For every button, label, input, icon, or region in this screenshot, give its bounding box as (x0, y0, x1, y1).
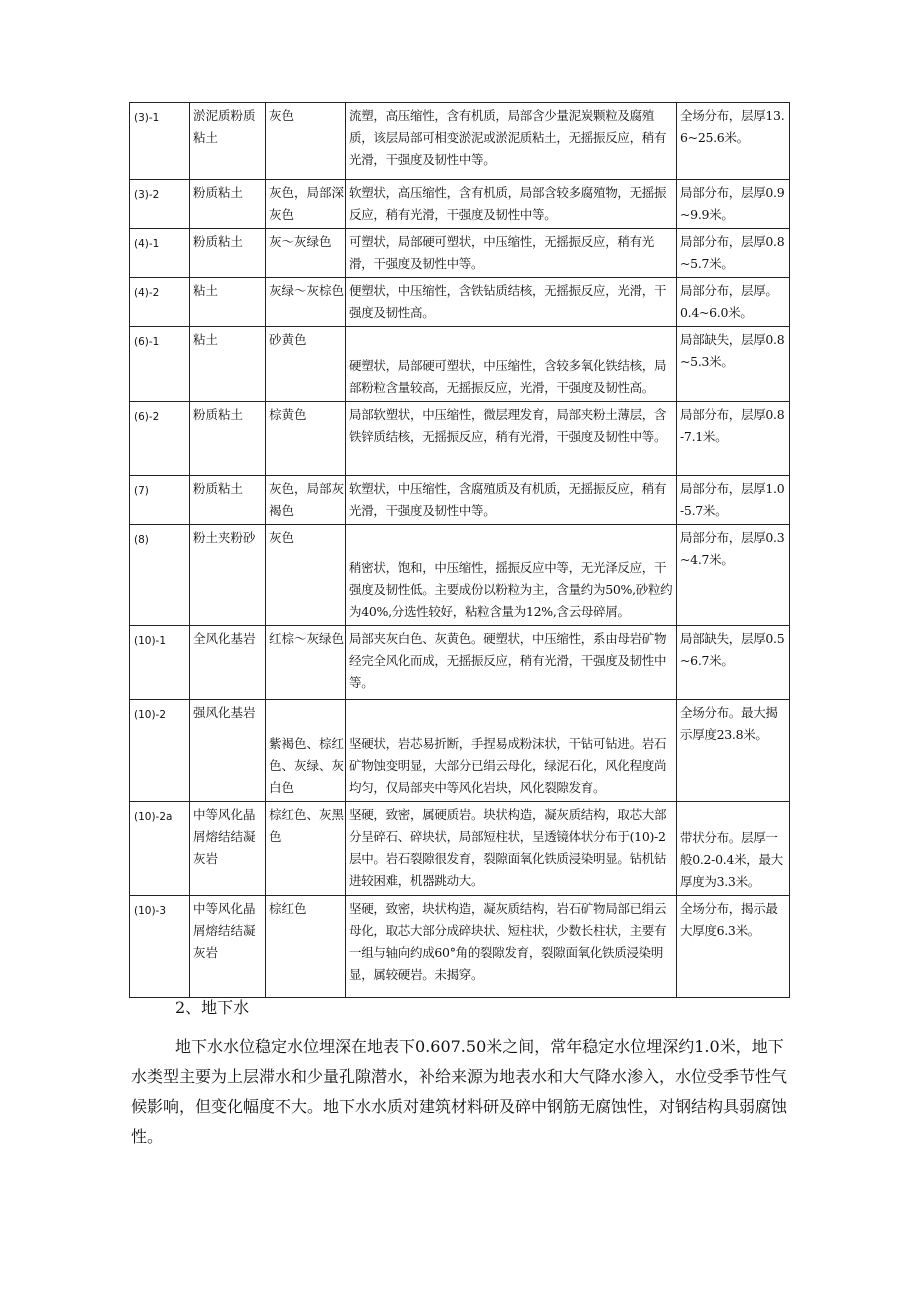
table-row (130, 278, 790, 327)
table-row (130, 626, 790, 700)
layer-code: (10)-3 (130, 896, 190, 998)
layer-name: 粘土 (190, 327, 266, 402)
layer-name: 粉质粘土 (190, 402, 266, 476)
layer-color: 红棕～灰绿色 (266, 626, 346, 700)
table-row (130, 180, 790, 229)
layer-name: 强风化基岩 (190, 700, 266, 802)
layer-color: 砂黄色 (266, 327, 346, 402)
layer-color: 灰色，局部深灰色 (266, 180, 346, 229)
layer-distribution: 局部缺失，层厚0.8~5.3米。 (677, 327, 790, 402)
layer-color: 紫褐色、棕红色、灰绿、灰白色 (266, 700, 346, 802)
layer-color: 棕红色、灰黑色 (266, 802, 346, 896)
layer-distribution: 局部分布，层厚0.9~9.9米。 (677, 180, 790, 229)
layer-description: 便塑状，中压缩性，含铁钻质结核，无摇振反应，光滑，干强度及韧性高。 (346, 278, 677, 327)
layer-distribution: 局部缺失，层厚0.5~6.7米。 (677, 626, 790, 700)
table-row (130, 327, 790, 402)
layer-color: 灰色，局部灰褐色 (266, 476, 346, 525)
layer-color: 灰～灰绿色 (266, 229, 346, 278)
table-row (130, 896, 790, 998)
layer-description: 软塑状，中压缩性，含腐殖质及有机质，无摇振反应，稍有光滑，干强度及韧性中等。 (346, 476, 677, 525)
layer-description: 坚硬，致密，块状构造，凝灰质结构，岩石矿物局部已绢云母化，取芯大部分成碎块状、短柱状，少数长柱状，主要有一组与轴向约成60°角的裂隙发育，裂隙面氧化铁质浸染明显，属较硬岩。未揭穿。 (346, 896, 677, 998)
section-heading: 2、地下水 (175, 998, 250, 1017)
layer-description: 坚硬，致密，属硬质岩。块状构造，凝灰质结构，取芯大部分呈碎石、碎块状，局部短柱状，呈透镜体状分布于(10)-2层中。岩石裂隙很发育，裂隙面氧化铁质浸染明显。钻机钻进较困难，机器跳动大。 (346, 802, 677, 896)
layer-name: 淤泥质粉质粘土 (190, 103, 266, 180)
layer-distribution: 局部分布，层厚。0.4~6.0米。 (677, 278, 790, 327)
table-row (130, 229, 790, 278)
layer-name: 全风化基岩 (190, 626, 266, 700)
layer-color: 棕红色 (266, 896, 346, 998)
table-row (130, 802, 790, 896)
layer-distribution: 全场分布。最大揭示厚度23.8米。 (677, 700, 790, 802)
layer-description: 流塑，高压缩性，含有机质，局部含少量泥炭颗粒及腐殖质，该层局部可相变淤泥或淤泥质粘土，无摇振反应，稍有光滑，干强度及韧性中等。 (346, 103, 677, 180)
layer-code: (7) (130, 476, 190, 525)
layer-description: 稍密状，饱和，中压缩性，摇振反应中等，无光泽反应，干强度及韧性低。主要成份以粉粒为主，含量约为50%,砂粒约为40%,分选性较好，粘粒含量为12%,含云母碎屑。 (346, 525, 677, 626)
table-row (130, 103, 790, 180)
soil-layer-table (129, 102, 790, 998)
layer-name: 粉质粘土 (190, 476, 266, 525)
layer-color: 灰色 (266, 525, 346, 626)
layer-distribution: 局部分布，层厚0.3~4.7米。 (677, 525, 790, 626)
table-row (130, 476, 790, 525)
layer-distribution: 局部分布，层厚0.8-7.1米。 (677, 402, 790, 476)
table-row (130, 525, 790, 626)
layer-description: 局部软塑状，中压缩性，微层理发育，局部夹粉土薄层，含铁锌质结核，无摇振反应，稍有光滑，干强度及韧性中等。 (346, 402, 677, 476)
layer-name: 粘土 (190, 278, 266, 327)
layer-code: (10)-2 (130, 700, 190, 802)
layer-distribution: 全场分布，层厚13.6~25.6米。 (677, 103, 790, 180)
layer-code: (8) (130, 525, 190, 626)
layer-code: (10)-1 (130, 626, 190, 700)
layer-name: 中等风化晶屑熔结结凝灰岩 (190, 896, 266, 998)
layer-color: 灰色 (266, 103, 346, 180)
table-row (130, 402, 790, 476)
layer-code: (4)-1 (130, 229, 190, 278)
layer-description: 可塑状，局部硬可塑状，中压缩性，无摇振反应，稍有光滑，干强度及韧性中等。 (346, 229, 677, 278)
layer-code: (3)-2 (130, 180, 190, 229)
layer-description: 软塑状，高压缩性，含有机质，局部含较多腐殖物，无摇振反应，稍有光滑，干强度及韧性中等。 (346, 180, 677, 229)
layer-name: 粉质粘土 (190, 229, 266, 278)
layer-color: 棕黄色 (266, 402, 346, 476)
layer-color: 灰绿～灰棕色 (266, 278, 346, 327)
layer-description: 局部夹灰白色、灰黄色。硬塑状，中压缩性，系由母岩矿物经完全风化而成，无摇振反应，稍有光滑，干强度及韧性中等。 (346, 626, 677, 700)
layer-name: 粉质粘土 (190, 180, 266, 229)
layer-distribution: 带状分布。层厚一般0.2-0.4米，最大厚度为3.3米。 (677, 802, 790, 896)
layer-distribution: 局部分布，层厚1.0-5.7米。 (677, 476, 790, 525)
table-row (130, 700, 790, 802)
layer-code: (6)-1 (130, 327, 190, 402)
layer-description: 硬塑状，局部硬可塑状，中压缩性，含较多氧化铁结核，局部粉粒含量较高，无摇振反应，光滑，干强度及韧性高。 (346, 327, 677, 402)
layer-name: 粉土夹粉砂 (190, 525, 266, 626)
layer-distribution: 全场分布，揭示最大厚度6.3米。 (677, 896, 790, 998)
groundwater-paragraph: 地下水水位稳定水位埋深在地表下0.607.50米之间，常年稳定水位埋深约1.0米，地下水类型主要为上层滞水和少量孔隙潜水，补给来源为地表水和大气降水渗入，水位受季节性气候影响，但变化幅度不大。地下水水质对建筑材料研及碎中钢筋无腐蚀性，对钢结构具弱腐蚀性。 (131, 1037, 788, 1146)
layer-name: 中等风化晶屑熔结结凝灰岩 (190, 802, 266, 896)
layer-code: (6)-2 (130, 402, 190, 476)
layer-distribution: 局部分布，层厚0.8~5.7米。 (677, 229, 790, 278)
layer-description: 坚硬状，岩芯易折断，手捏易成粉沫状，干钻可钻进。岩石矿物蚀变明显，大部分已绢云母化，绿泥石化，风化程度尚均匀，仅局部夹中等风化岩块，风化裂隙发育。 (346, 700, 677, 802)
layer-code: (3)-1 (130, 103, 190, 180)
layer-code: (10)-2a (130, 802, 190, 896)
layer-code: (4)-2 (130, 278, 190, 327)
